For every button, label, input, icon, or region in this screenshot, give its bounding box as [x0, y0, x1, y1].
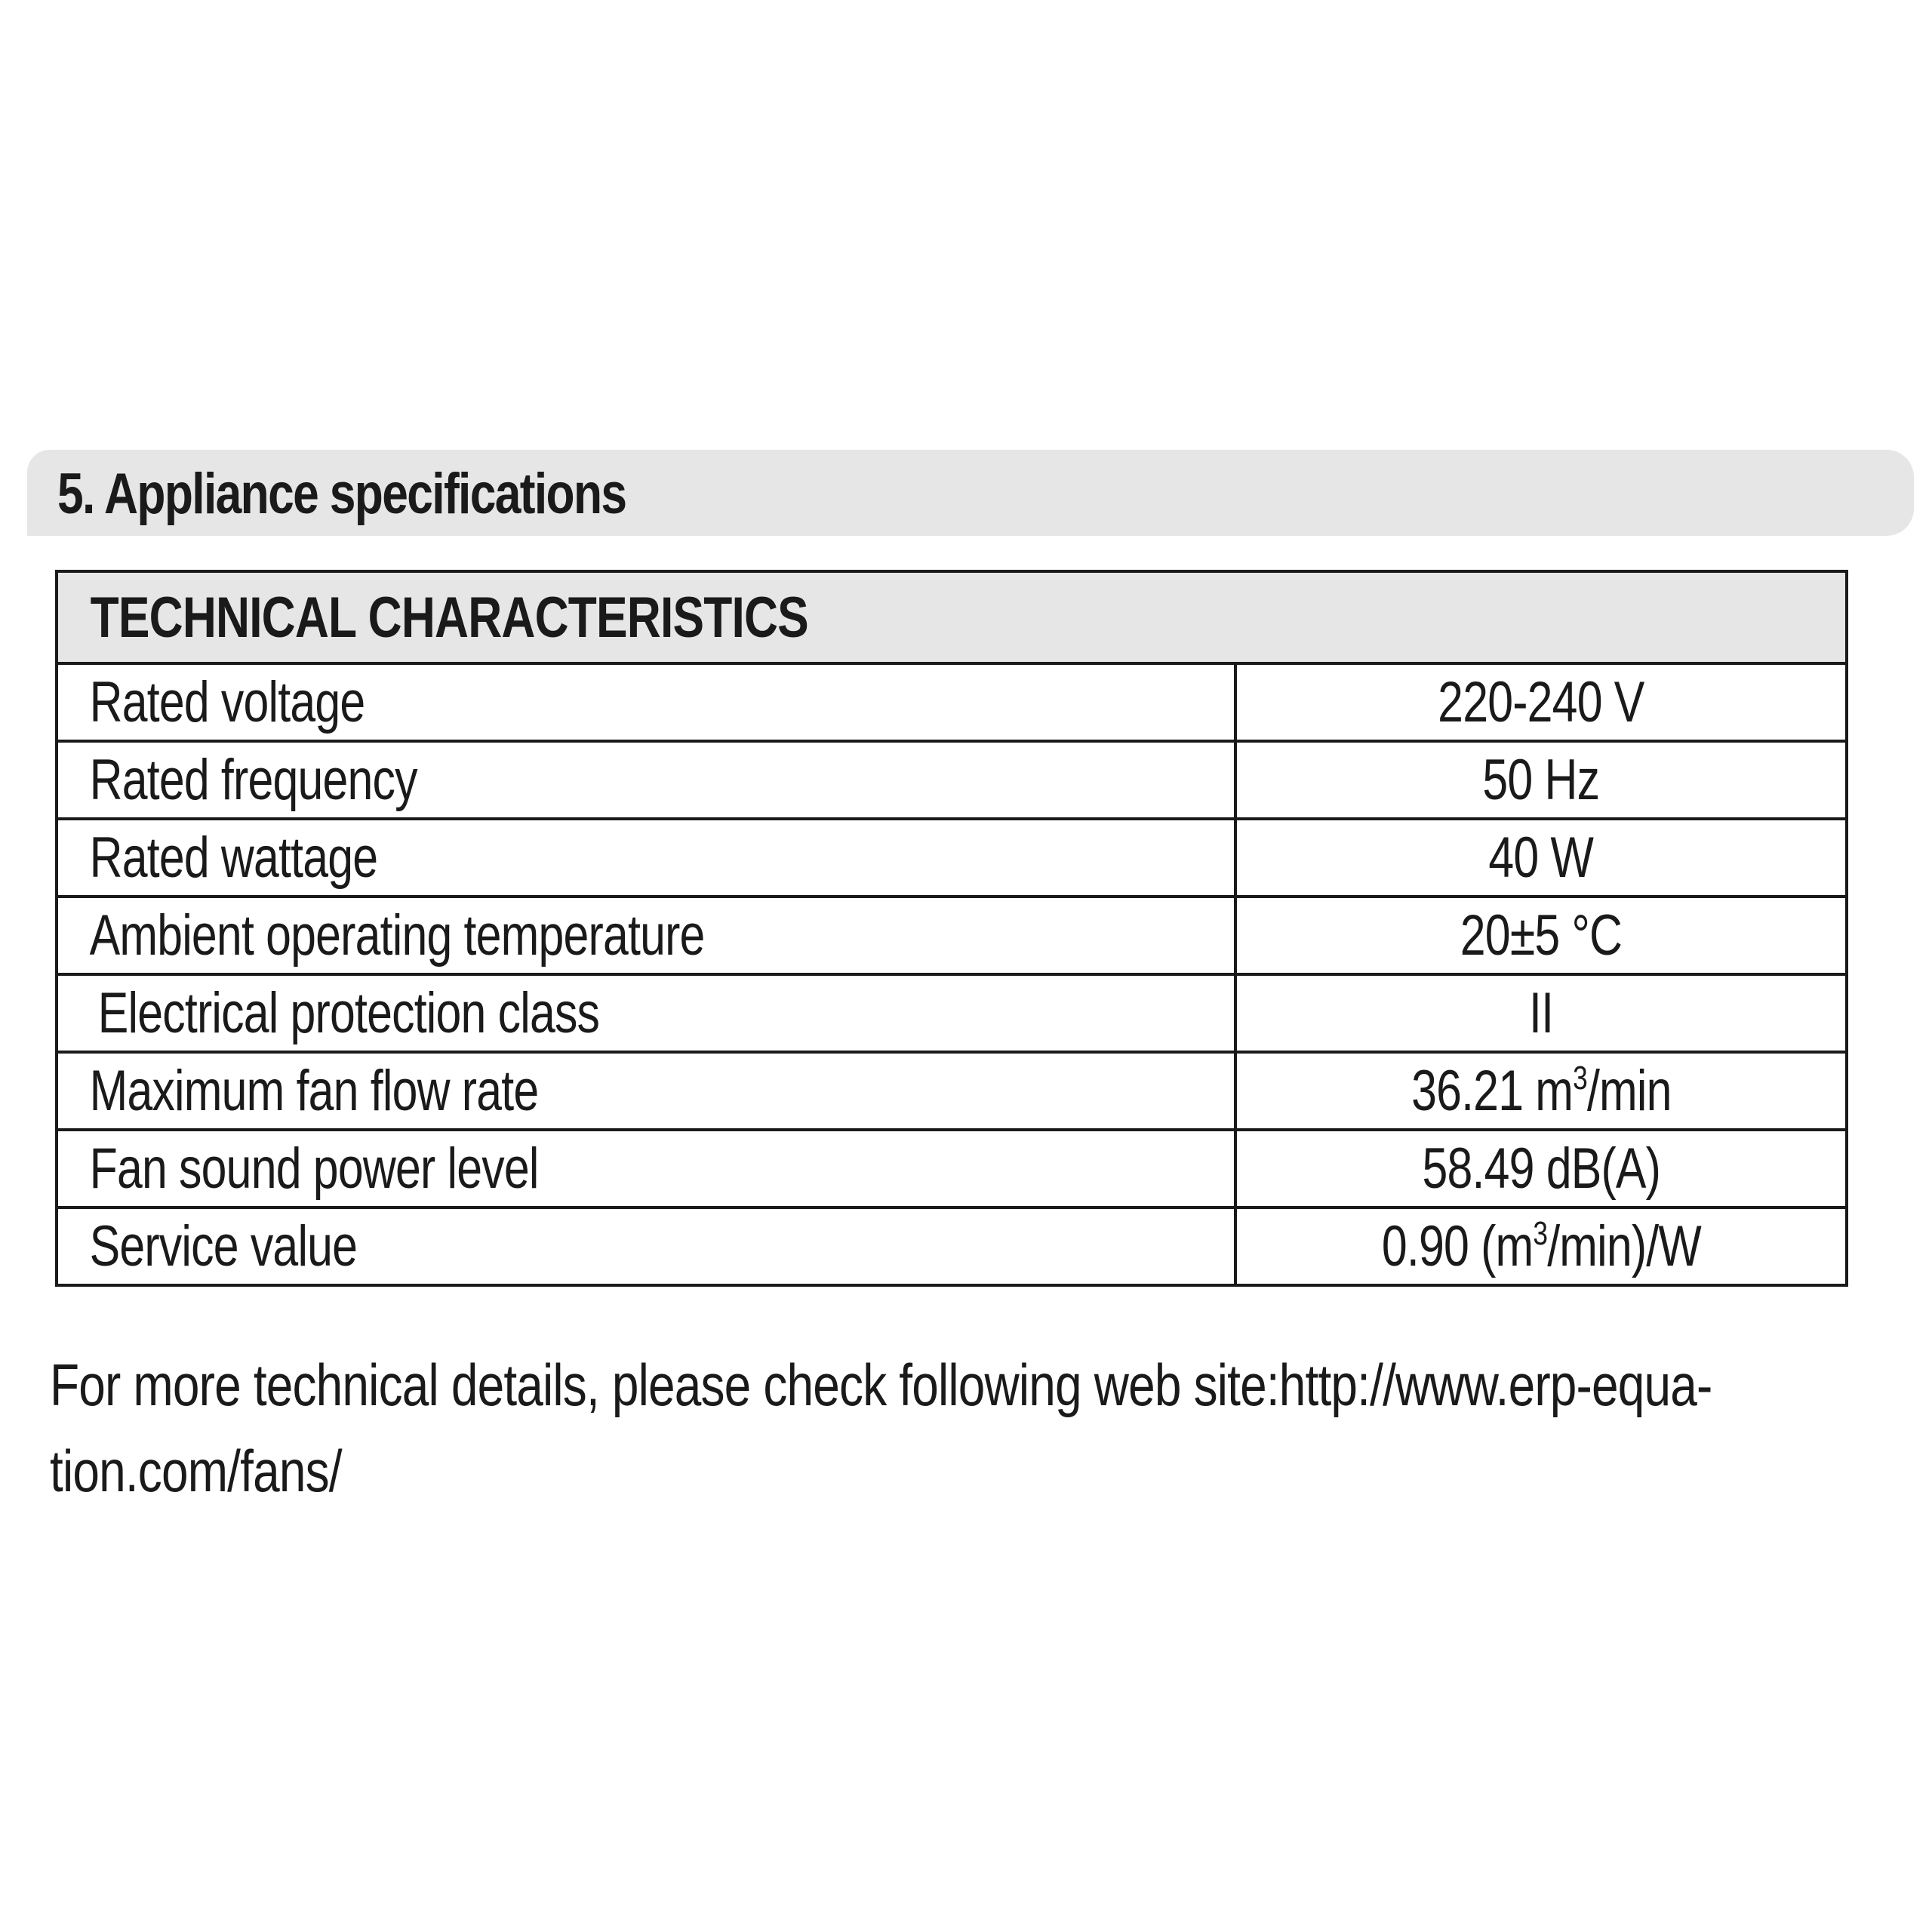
row-value-rated-wattage: 40 W	[1488, 826, 1594, 890]
table-row	[57, 1130, 1847, 1208]
row-label-service-value: Service value	[89, 1214, 358, 1278]
spec-table	[55, 570, 1848, 1287]
table-header-row	[57, 571, 1847, 663]
row-value-protection-class: II	[1528, 981, 1554, 1045]
footnote-line-2: tion.com/fans/	[50, 1438, 342, 1504]
table-row	[57, 974, 1847, 1052]
row-value-fan-flow-rate: 36.21 $m^3/\min$	[1411, 1059, 1672, 1123]
section-title: 5. Appliance specifications	[57, 462, 626, 526]
row-label-fan-flow-rate: Maximum fan flow rate	[89, 1059, 539, 1123]
table-row	[57, 741, 1847, 819]
section-header	[27, 450, 1914, 536]
row-value-ambient-temperature: 20±5 °C	[1460, 903, 1623, 968]
row-label-rated-voltage: Rated voltage	[89, 670, 365, 734]
row-label-rated-wattage: Rated wattage	[89, 826, 378, 890]
row-label-sound-power: Fan sound power level	[89, 1137, 539, 1201]
row-value-service-value: 0.90 $(m^3/\min)/W$	[1381, 1214, 1701, 1278]
row-label-ambient-temperature: Ambient operating temperature	[89, 903, 705, 968]
row-value-rated-frequency: 50 Hz	[1482, 748, 1600, 812]
table-row	[57, 1208, 1847, 1285]
table-row	[57, 1052, 1847, 1130]
footnote-line-1: For more technical details, please check following web site:http://www.erp-equa-	[50, 1352, 1712, 1418]
row-value-rated-voltage: 220-240 V	[1438, 670, 1644, 734]
row-value-sound-power: 58.49 dB(A)	[1422, 1137, 1660, 1201]
table-row	[57, 819, 1847, 897]
footnote	[50, 1342, 1899, 1514]
table-header-cell	[57, 571, 1847, 663]
row-label-rated-frequency: Rated frequency	[89, 748, 417, 812]
row-label-protection-class: Electrical protection class	[97, 981, 600, 1045]
table-row	[57, 663, 1847, 741]
table-header: TECHNICAL CHARACTERISTICS	[90, 585, 808, 650]
table-row	[57, 897, 1847, 974]
